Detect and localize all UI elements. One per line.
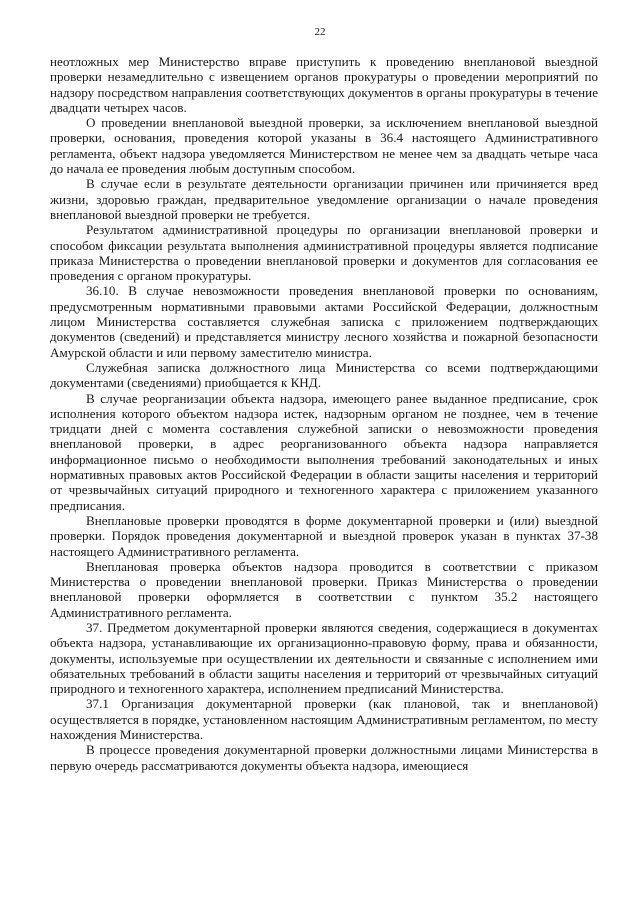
paragraph-memo: Служебная записка должностного лица Министерства со всеми подтверждающими документами (сведениями) приобщается к КНД.	[50, 359, 598, 391]
paragraph-inspection-forms: Внеплановые проверки проводятся в форме документарной проверки и (или) выездной проверки. Порядок проведения документарной и выездной проверок указан в пунктах 37-38 настоящего Административного регламента.	[50, 512, 598, 559]
paragraph-37-1: 37.1 Организация документарной проверки (как плановой, так и внеплановой) осуществляется в порядке, установленном настоящим Административным регламентом, по месту нахождения Министерства.	[50, 696, 598, 743]
paragraph-documentary-process: В процессе проведения документарной проверки должностными лицами Министерства в первую очередь рассматриваются документы объекта надзора, имеющиеся	[50, 742, 598, 773]
paragraph-procedure-result: Результатом административной процедуры по организации внеплановой проверки и способом фиксации результата выполнения административной процедуры является подписание приказа Министерства о проведении внеплановой проверки и документов для согласования ее проведения с органом прокуратуры.	[50, 222, 598, 284]
paragraph-37: 37. Предметом документарной проверки являются сведения, содержащиеся в документах объекта надзора, устанавливающие их организационно-правовую форму, права и обязанности, документы, используемые при осуществлении их деятельности и связанные с исполнением ими обязательных требований в области защиты населения и территорий от чрезвычайных ситуаций природного и техногенного характера, исполнением предписаний Министерства.	[50, 619, 598, 697]
paragraph-continuation: неотложных мер Министерство вправе приступить к проведению внеплановой выездной проверки незамедлительно с извещением органов прокуратуры о проведении мероприятий по надзору посредством направления соответствующих документов в органы прокуратуры в течение двадцати четырех часов.	[50, 54, 598, 115]
paragraph-36-10: 36.10. В случае невозможности проведения внеплановой проверки по основаниям, предусмотренным нормативными правовыми актами Российской Федерации, должностным лицом Министерства составляется служебная записка с приложением подтверждающих документов (сведений) и представляется министру лесного хозяйства и пожарной безопасности Амурской области и или первому заместителю министра.	[50, 283, 598, 360]
paragraph-order: Внеплановая проверка объектов надзора проводится в соответствии с приказом Министерства о проведении внеплановой проверки. Приказ Министерства о проведении внеплановой проверки оформляется в соответствии с пунктом 35.2 настоящего Административного регламента.	[50, 558, 598, 620]
page-number: 22	[314, 26, 326, 38]
paragraph-notification: О проведении внеплановой выездной проверки, за исключением внеплановой выездной проверки, основания, проведения которой указаны в 36.4 настоящего Административного регламента, объект надзора уведомляется Министерством не менее чем за двадцать четыре часа до начала ее проведения любым доступным способом.	[50, 115, 598, 177]
document-body	[50, 54, 598, 773]
paragraph-reorganization: В случае реорганизации объекта надзора, имеющего ранее выданное предписание, срок исполнения которого объектом надзора истек, надзорным органом не позднее, чем в течение тридцати дней с момента составления служебной записки о невозможности проведения внеплановой проверки, в адрес реорганизованного объекта надзора направляется информационное письмо о необходимости выполнения требований законодательных и иных нормативных правовых актов Российской Федерации в области защиты населения и территорий от чрезвычайных ситуаций природного и техногенного характера с приложением указанного предписания.	[50, 390, 598, 513]
paragraph-harm-case: В случае если в результате деятельности организации причинен или причиняется вред жизни, здоровью граждан, предварительное уведомление организации о начале проведения внеплановой выездной проверки не требуется.	[50, 176, 598, 222]
